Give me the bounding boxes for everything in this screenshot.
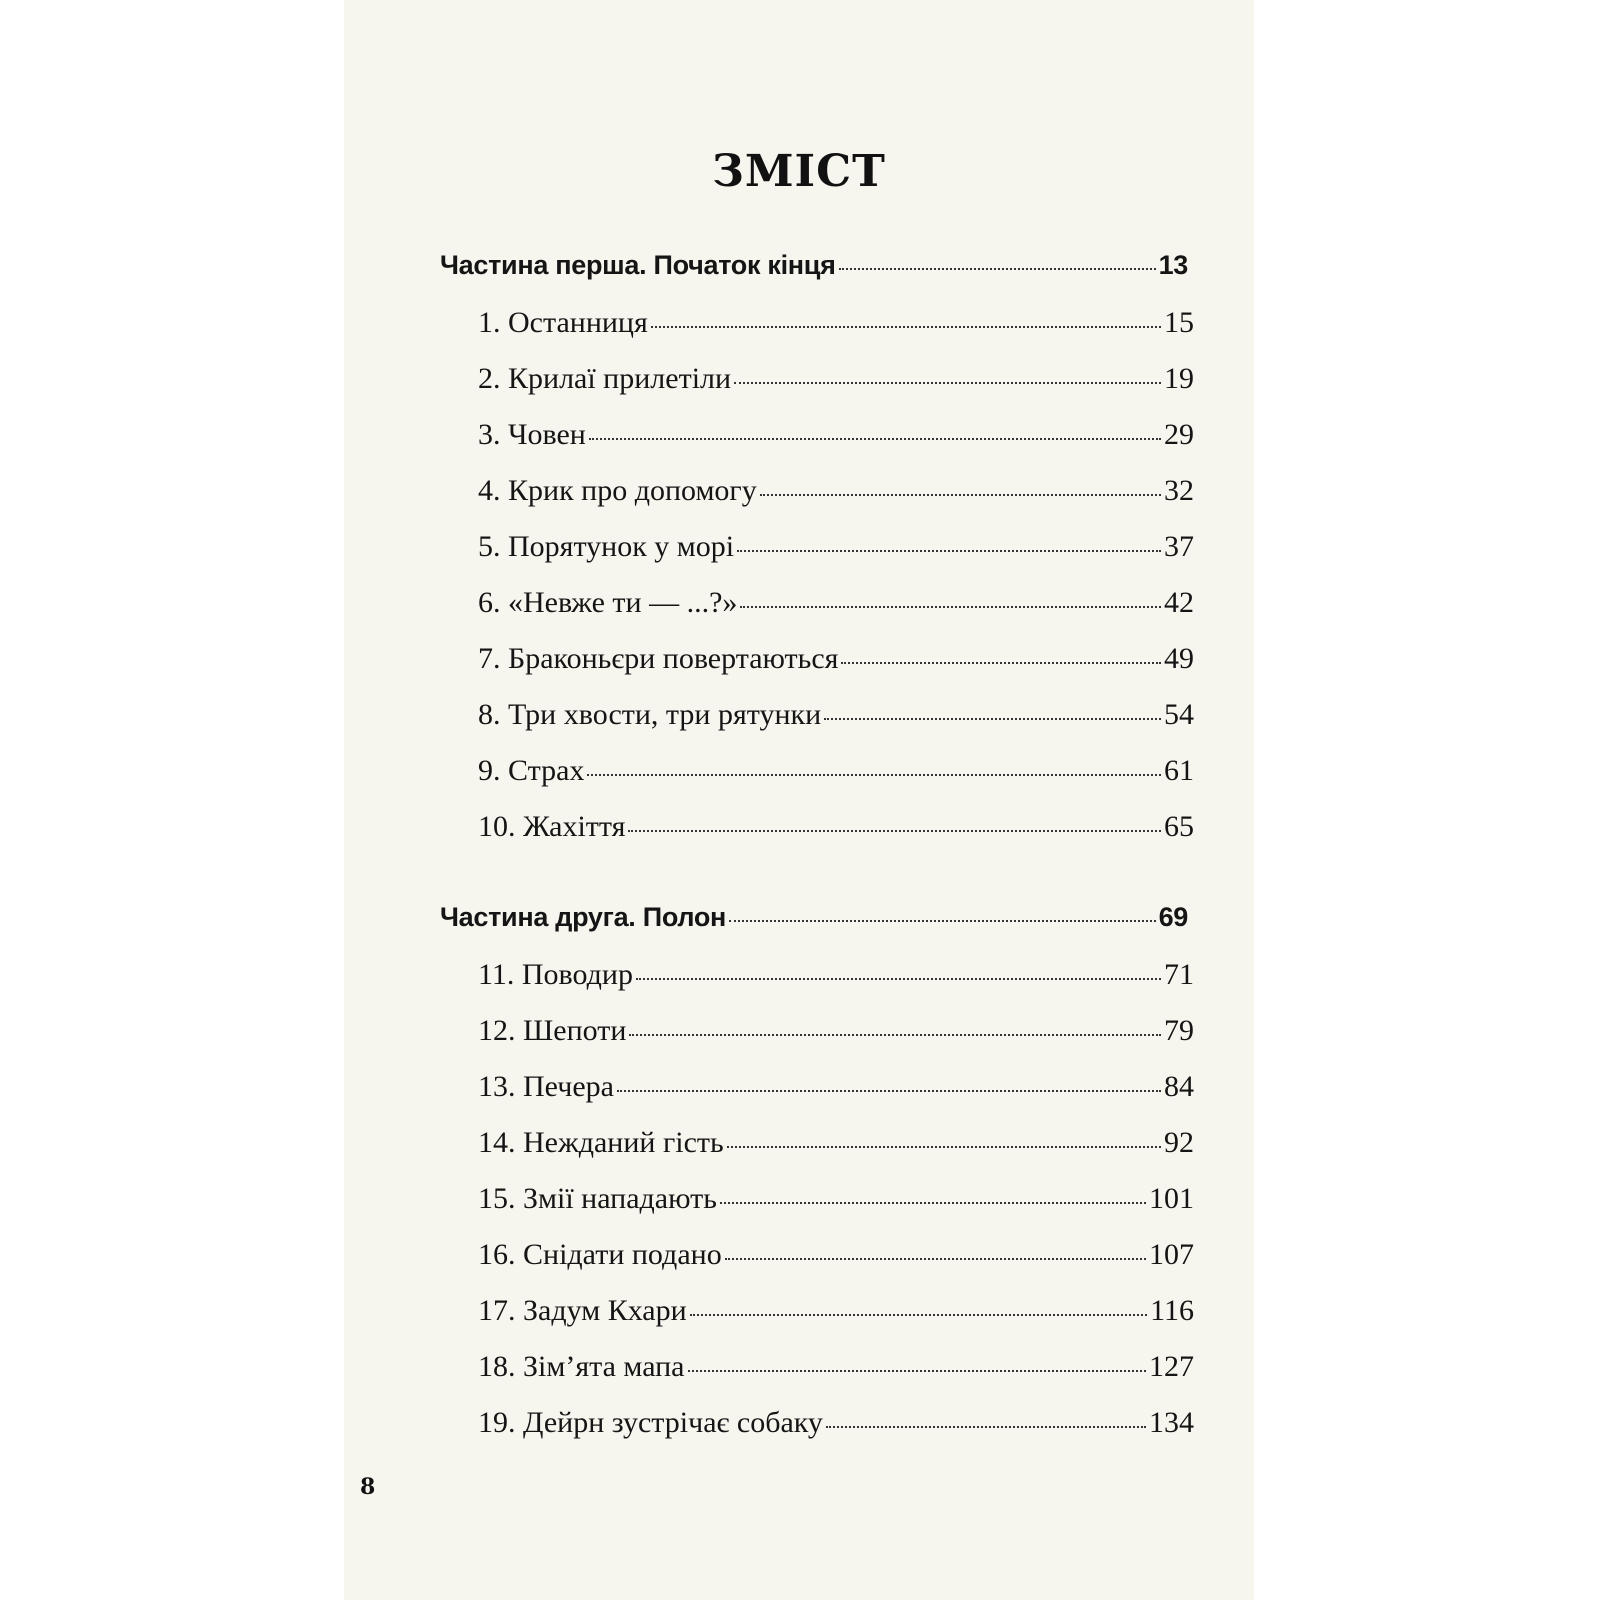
dot-leader [729,920,1156,922]
toc-entry [478,1126,1194,1160]
chapter-title: 14. Нежданий гість [478,1126,724,1159]
page-title: ЗМІСТ [712,146,886,197]
chapter-page: 42 [1164,586,1194,619]
dot-leader [651,326,1161,328]
toc-entry [478,958,1194,992]
chapter-page: 37 [1164,530,1194,563]
chapter-title: 9. Страх [478,754,585,787]
chapter-page: 107 [1149,1238,1194,1271]
chapter-page: 84 [1164,1070,1194,1103]
chapter-page: 71 [1164,958,1194,991]
toc-entry [478,1406,1194,1440]
dot-leader [760,494,1161,496]
chapter-title: 3. Човен [478,418,586,451]
toc-entry [478,754,1194,788]
toc-entry [478,1182,1194,1216]
dot-leader [617,1090,1161,1092]
chapter-title: 16. Снідати подано [478,1238,722,1271]
chapter-page: 101 [1149,1182,1194,1215]
toc-entry [478,418,1194,452]
part-title: Частина перша. Початок кінця [440,250,836,280]
chapter-page: 15 [1164,306,1194,339]
chapter-page: 19 [1164,362,1194,395]
chapter-page: 127 [1149,1350,1194,1383]
chapter-title: 7. Браконьєри повертаються [478,642,839,675]
part-title: Частина друга. Полон [440,902,727,932]
chapter-title: 10. Жахіття [478,810,626,843]
dot-leader [720,1202,1146,1204]
chapter-page: 54 [1164,698,1194,731]
dot-leader [587,774,1161,776]
chapter-page: 61 [1164,754,1194,787]
toc-entry [478,698,1194,732]
page-number: 8 [360,1474,376,1500]
dot-leader [629,1034,1161,1036]
chapter-title: 12. Шепоти [478,1014,627,1047]
toc-entry [478,474,1194,508]
part-page: 13 [1158,250,1188,280]
chapter-page: 92 [1164,1126,1194,1159]
chapter-page: 32 [1164,474,1194,507]
chapter-title: 18. Зім’ята мапа [478,1350,685,1383]
dot-leader [826,1426,1146,1428]
chapter-title: 6. «Невже ти — ...?» [478,586,738,619]
dot-leader [734,382,1161,384]
chapter-title: 13. Печера [478,1070,614,1103]
chapter-page: 79 [1164,1014,1194,1047]
chapter-page: 134 [1149,1406,1194,1439]
toc-entry [478,306,1194,340]
toc-part-1 [440,250,1188,281]
chapter-page: 49 [1164,642,1194,675]
chapter-title: 4. Крик про допомогу [478,474,757,507]
chapter-page: 65 [1164,810,1194,843]
toc-entry [478,362,1194,396]
dot-leader [636,978,1161,980]
chapter-title: 2. Крилаї прилетіли [478,362,732,395]
dot-leader [824,718,1161,720]
toc-entry [478,1350,1194,1384]
chapter-title: 8. Три хвости, три рятунки [478,698,822,731]
dot-leader [740,606,1161,608]
chapter-title: 17. Задум Кхари [478,1294,687,1327]
chapter-title: 11. Поводир [478,958,633,991]
chapter-page: 29 [1164,418,1194,451]
toc-entry [478,1070,1194,1104]
chapter-title: 19. Дейрн зустрічає собаку [478,1406,823,1439]
dot-leader [628,830,1161,832]
dot-leader [688,1370,1147,1372]
dot-leader [589,438,1161,440]
dot-leader [841,662,1161,664]
toc-part-2 [440,902,1188,933]
dot-leader [839,268,1156,270]
chapter-title: 15. Змії нападають [478,1182,717,1215]
dot-leader [727,1146,1161,1148]
toc-entry [478,1014,1194,1048]
part-page: 69 [1158,902,1188,932]
book-page [344,0,1254,1600]
chapter-page: 116 [1150,1294,1194,1327]
dot-leader [690,1314,1147,1316]
toc-entry [478,530,1194,564]
toc-entry [478,1238,1194,1272]
toc-entry [478,642,1194,676]
dot-leader [725,1258,1146,1260]
toc-entry [478,586,1194,620]
toc-entry [478,1294,1194,1328]
chapter-title: 1. Останниця [478,306,648,339]
chapter-title: 5. Порятунок у морі [478,530,735,563]
dot-leader [737,550,1161,552]
toc-entry [478,810,1194,844]
